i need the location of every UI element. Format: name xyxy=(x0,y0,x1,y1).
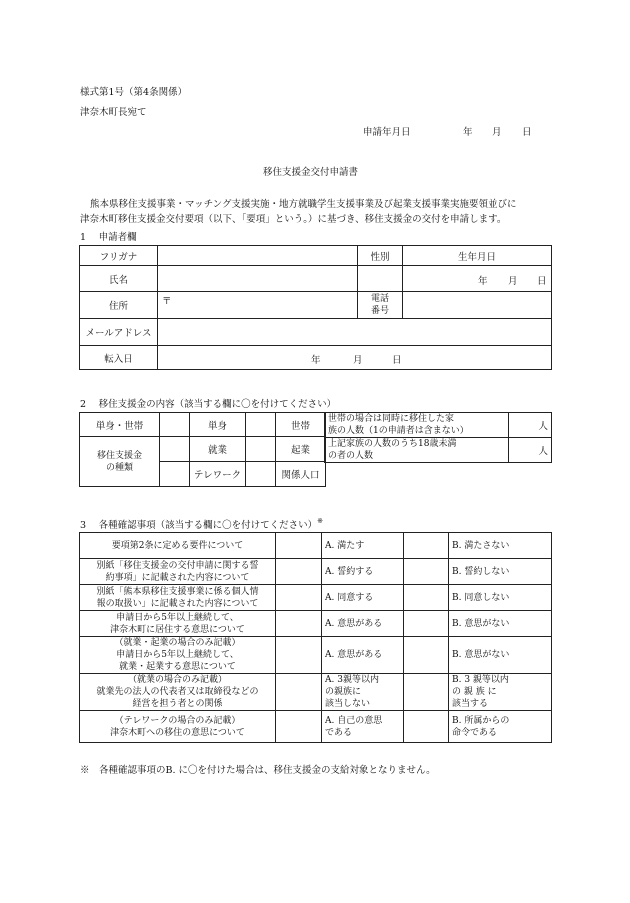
confirmation-row xyxy=(80,711,552,743)
name-field[interactable] xyxy=(158,266,358,292)
confirmation-item-label xyxy=(80,637,276,674)
household-label: 世帯 xyxy=(276,413,326,437)
startup-checkbox[interactable] xyxy=(246,437,276,462)
option-b-checkbox[interactable] xyxy=(404,711,449,743)
footnote: ※ 各種確認事項のB. に〇を付けた場合は、移住支援金の支給対象となりません。 xyxy=(80,765,436,776)
option-a-checkbox[interactable] xyxy=(276,637,322,674)
option-a-label-line: A. 満たす xyxy=(325,540,365,551)
phone-field[interactable] xyxy=(403,292,552,319)
name-label: 氏名 xyxy=(80,266,158,292)
confirmation-item-label-line: （就業・起業の場合のみ記載） xyxy=(114,638,241,648)
household-members-label: 世帯の場合は同時に移住した家 族の人数（1の申請者は含まない） xyxy=(325,413,509,438)
move-month: 月 xyxy=(353,355,363,366)
option-b-label xyxy=(449,585,552,611)
under18-members-label: 上記家族の人数のうち18歳未満 の者の人数 xyxy=(325,438,509,463)
confirmation-item-label-line: 申請日から5年以上継続して、 xyxy=(116,612,239,623)
confirmation-item-label-line: 要項第2条に定める要件について xyxy=(111,540,244,551)
date-year: 年 xyxy=(463,127,473,138)
related-population-label: 関係人口 xyxy=(276,462,326,487)
option-b-label xyxy=(449,711,552,743)
option-b-label-line: 命令である xyxy=(452,727,498,738)
option-a-label xyxy=(322,559,404,585)
option-a-label xyxy=(322,611,404,637)
confirmation-item-label-line: 別紙「熊本県移住支援事業に係る個人情 xyxy=(96,586,259,597)
option-a-label xyxy=(322,674,404,711)
confirmation-item-label-line: 津奈木町への移住の意思について xyxy=(110,727,245,738)
option-a-label-line: A. 意思がある xyxy=(325,618,383,629)
option-b-label-line: B. 意思がない xyxy=(452,618,510,629)
option-a-checkbox[interactable] xyxy=(276,711,322,743)
confirmation-item-label-line: （テレワークの場合のみ記載） xyxy=(114,715,241,726)
confirmation-row xyxy=(80,559,552,585)
confirmation-item-label-line: 経営を担う者との関係 xyxy=(132,699,223,709)
option-a-label xyxy=(322,533,404,559)
section1-heading: 1 申請者欄 xyxy=(80,232,137,243)
addressee: 津奈木町長宛て xyxy=(80,107,147,118)
single-household-label: 単身・世帯 xyxy=(80,413,160,437)
option-a-checkbox[interactable] xyxy=(276,585,322,611)
email-label: メールアドレス xyxy=(80,319,158,346)
address-field[interactable] xyxy=(158,292,358,319)
furigana-label: フリガナ xyxy=(80,246,158,266)
birth-date-label: 生年月日 xyxy=(403,246,552,266)
confirmation-item-label-line: 別紙「移住支援金の交付申請に関する誓 xyxy=(96,560,259,571)
move-in-date-label: 転入日 xyxy=(80,346,158,370)
date-month: 月 xyxy=(492,127,502,138)
intro-line-1: 熊本県移住支援事業・マッチング支援実施・地方就職学生支援事業及び起業支援事業実施要領並びに xyxy=(90,199,517,210)
intro-line-2: 津奈木町移住支援金交付要項（以下、「要項」という。）に基づき、移住支援金の交付を申請します。 xyxy=(80,214,507,225)
under18-members-field[interactable]: 人 xyxy=(509,438,552,463)
option-a-checkbox[interactable] xyxy=(276,674,322,711)
single-label: 単身 xyxy=(190,413,246,437)
household-checkbox[interactable] xyxy=(246,413,276,437)
confirmation-item-label xyxy=(80,611,276,637)
date-day: 日 xyxy=(522,127,532,138)
option-a-label-line: の親族に xyxy=(325,687,362,697)
option-a-checkbox[interactable] xyxy=(276,611,322,637)
document-title: 移住支援金交付申請書 xyxy=(263,167,359,178)
confirmation-row xyxy=(80,637,552,674)
option-b-checkbox[interactable] xyxy=(404,611,449,637)
birth-date-field[interactable] xyxy=(403,266,552,292)
option-a-label-line: A. 自己の意思 xyxy=(325,715,383,726)
move-year: 年 xyxy=(311,355,321,366)
confirmation-item-label xyxy=(80,711,276,743)
employment-label: 就業 xyxy=(190,437,246,462)
employment-checkbox[interactable] xyxy=(160,437,190,462)
option-b-label xyxy=(449,637,552,674)
option-b-label-line: B. 意思がない xyxy=(452,650,510,660)
option-a-label-line: A. 意思がある xyxy=(325,650,383,660)
option-a-checkbox[interactable] xyxy=(276,533,322,559)
startup-label: 起業 xyxy=(276,437,326,462)
confirmation-row xyxy=(80,611,552,637)
confirmation-item-label xyxy=(80,559,276,585)
birth-year: 年 xyxy=(478,276,488,287)
option-b-label-line: B. 3 親等以内 xyxy=(452,675,509,685)
household-count-table xyxy=(324,412,552,463)
option-b-checkbox[interactable] xyxy=(404,559,449,585)
confirmation-item-label-line: 申請日から5年以上継続して、 xyxy=(116,650,239,660)
option-b-label xyxy=(449,559,552,585)
confirmation-item-label-line: 約事項」に記載された内容について xyxy=(105,572,250,583)
postal-mark: 〒 xyxy=(162,296,172,307)
option-b-label-line: 該当する xyxy=(452,699,489,709)
form-number: 様式第1号（第4条関係） xyxy=(80,87,188,98)
option-a-label-line: A. 同意する xyxy=(325,592,374,603)
confirmation-item-label-line: 就業先の法人の代表者又は取締役などの xyxy=(96,687,259,697)
option-b-checkbox[interactable] xyxy=(404,533,449,559)
support-type-label: 移住支援金 の種類 xyxy=(80,437,160,487)
option-a-label xyxy=(322,585,404,611)
email-field[interactable] xyxy=(158,319,552,346)
furigana-field[interactable] xyxy=(158,246,358,266)
gender-label: 性別 xyxy=(358,246,403,266)
confirmation-item-label-line: 報の取扱い」に記載された内容について xyxy=(96,598,259,609)
option-b-label xyxy=(449,533,552,559)
confirmation-row xyxy=(80,674,552,711)
birth-month: 月 xyxy=(508,276,518,287)
option-b-checkbox[interactable] xyxy=(404,585,449,611)
related-population-checkbox[interactable] xyxy=(246,462,276,487)
option-b-label-line: B. 満たさない xyxy=(452,540,510,551)
option-b-label-line: B. 誓約しない xyxy=(452,566,510,577)
option-b-label xyxy=(449,674,552,711)
option-a-label xyxy=(322,637,404,674)
confirmation-item-label-line: （就業の場合のみ記載） xyxy=(127,675,227,685)
option-b-checkbox[interactable] xyxy=(404,674,449,711)
option-b-checkbox[interactable] xyxy=(404,637,449,674)
option-a-label-line: A. 誓約する xyxy=(325,566,374,577)
move-in-date-field[interactable] xyxy=(158,346,552,370)
confirmation-item-label-line: 就業・起業する意思について xyxy=(119,662,236,672)
option-b-label-line: B. 所属からの xyxy=(452,715,510,726)
confirmation-item-label xyxy=(80,533,276,559)
option-a-label-line: A. 3親等以内 xyxy=(325,675,379,685)
phone-label: 電話 番号 xyxy=(358,292,403,319)
section3-heading: 3 各種確認事項（該当する欄に〇を付けてください）※ xyxy=(80,517,323,531)
telework-checkbox[interactable] xyxy=(160,462,190,487)
applicant-table xyxy=(79,245,552,370)
confirmation-item-label xyxy=(80,585,276,611)
household-members-field[interactable]: 人 xyxy=(509,413,552,438)
confirmation-item-label xyxy=(80,674,276,711)
option-a-label-line: 該当しない xyxy=(325,699,371,709)
option-a-label-line: である xyxy=(325,727,353,738)
option-a-label xyxy=(322,711,404,743)
confirmation-item-label-line: 津奈木町に居住する意思について xyxy=(110,624,245,635)
option-b-label-line: の 親 族 に xyxy=(452,687,497,697)
confirmation-row xyxy=(80,585,552,611)
move-day: 日 xyxy=(392,355,402,366)
section2-heading: 2 移住支援金の内容（該当する欄に〇を付けてください） xyxy=(80,399,337,410)
option-a-checkbox[interactable] xyxy=(276,559,322,585)
option-b-label-line: B. 同意しない xyxy=(452,592,510,603)
birth-day: 日 xyxy=(537,276,547,287)
gender-field[interactable] xyxy=(358,266,403,292)
address-label: 住所 xyxy=(80,292,158,319)
confirmation-table xyxy=(79,532,552,743)
option-b-label xyxy=(449,611,552,637)
confirmation-row xyxy=(80,533,552,559)
support-type-table xyxy=(79,412,326,487)
application-date-label: 申請年月日 xyxy=(363,127,411,138)
single-checkbox[interactable] xyxy=(160,413,190,437)
telework-label: テレワーク xyxy=(190,462,246,487)
